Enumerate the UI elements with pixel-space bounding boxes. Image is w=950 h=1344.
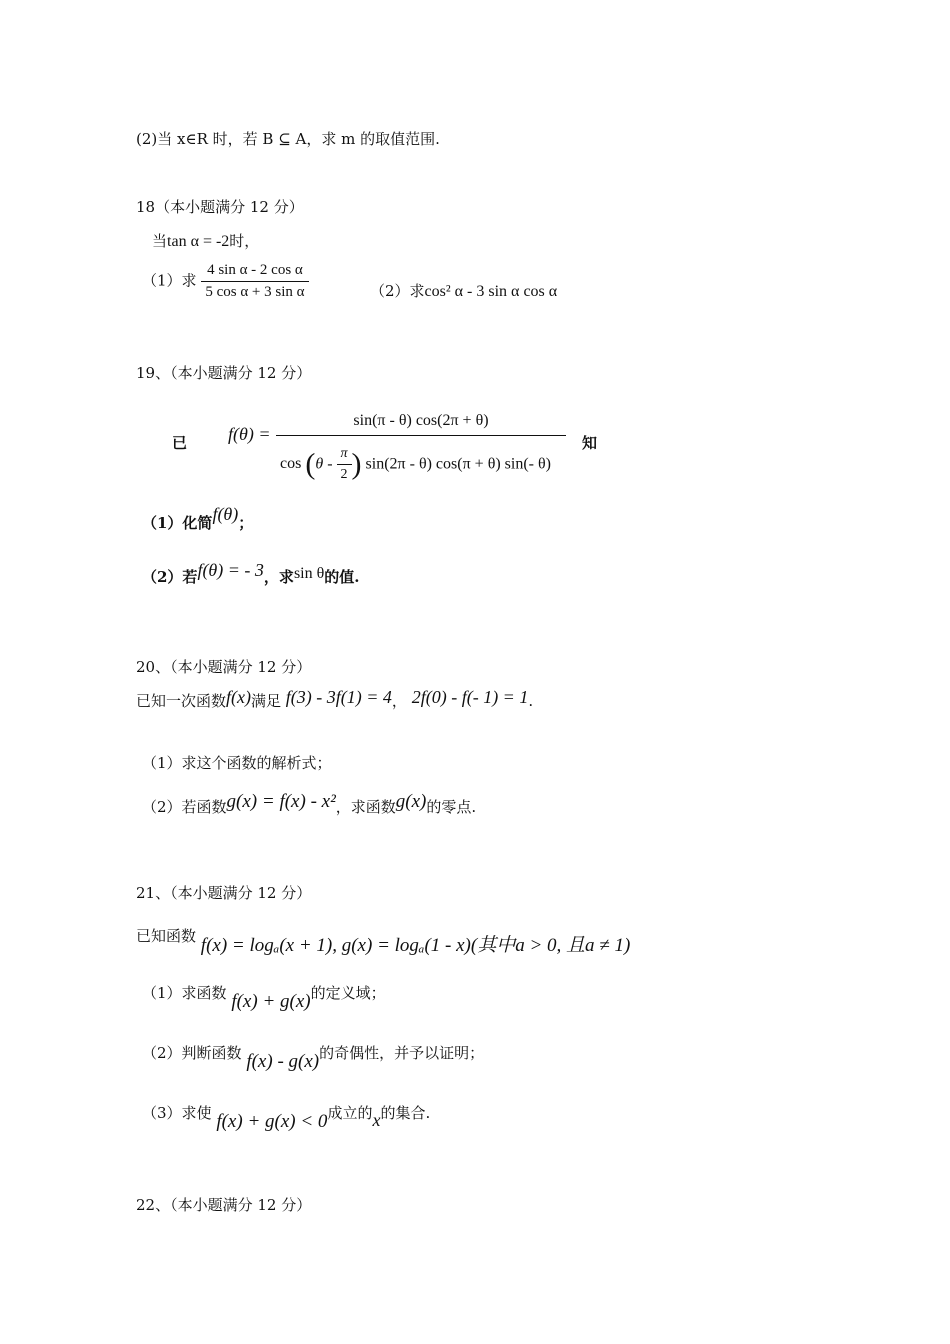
q19-den-cos: cos — [280, 455, 302, 473]
q20-stem — [136, 687, 534, 711]
q20-heading: 20、（本小题满分 12 分） — [136, 658, 312, 676]
q19-part2-prefix: （2）若 — [142, 568, 198, 586]
q19-part1-prefix: （1）化简 — [142, 514, 213, 532]
q21-part2-math: f(x) - g(x) — [246, 1051, 320, 1072]
q18-part1-prefix: （1）求 — [142, 271, 197, 290]
q20-stem-prefix: 已知一次函数 — [136, 692, 227, 710]
q18-condition-math: tan α = -2 — [167, 233, 230, 250]
q18-part1-denominator: 5 cos α + 3 sin α — [205, 284, 305, 300]
q19-den-inner: θ - — [315, 455, 333, 473]
q20-stem-mid: 满足 — [251, 692, 282, 710]
q20-stem-comma: ， — [391, 692, 407, 710]
q19-den-rest: sin(2π - θ) cos(π + θ) sin(- θ) — [365, 455, 551, 473]
q21-part3 — [142, 1102, 431, 1132]
q18-part1-numerator: 4 sin α - 2 cos α — [201, 262, 308, 282]
q21-part1-suffix: 的定义域； — [310, 984, 386, 1002]
q20-stem-end: . — [528, 692, 534, 710]
q21-part1-prefix: （1）求函数 — [142, 984, 227, 1002]
q18-part1 — [142, 262, 309, 301]
q19-den-rparen: ) — [351, 447, 362, 481]
q21-part2-prefix: （2）判断函数 — [142, 1044, 242, 1062]
q19-part1-suffix: ； — [238, 514, 254, 532]
q18-part1-fraction — [201, 262, 308, 301]
q18-part2-prefix: （2）求 — [370, 282, 425, 300]
q19-part1-math: f(θ) — [212, 504, 239, 524]
q18-part2 — [370, 280, 557, 301]
q21-part3-prefix: （3）求使 — [142, 1104, 212, 1122]
q21-part1 — [142, 982, 386, 1012]
q19-part2-suffix: 的值. — [324, 568, 360, 586]
q19-part2-mid: ，求 — [263, 568, 294, 586]
q19-part2-math2: sin θ — [293, 565, 325, 582]
q21-stem-math: f(x) = logₐ(x + 1), g(x) = logₐ(1 - x)(其中a > 0, 且a ≠ 1) — [200, 935, 631, 956]
q18-part2-math: cos² α - 3 sin α cos α — [424, 283, 558, 300]
q21-part3-suffix: 的集合. — [380, 1104, 431, 1122]
q21-part2-suffix: 的奇偶性，并予以证明； — [319, 1044, 485, 1062]
q19-part2 — [142, 560, 360, 587]
q19-den-two: 2 — [340, 467, 348, 482]
q20-part2 — [142, 791, 477, 818]
q19-lhs — [228, 424, 270, 445]
q19-lhs-text: f(θ) = — [228, 424, 271, 444]
q19-part2-math: f(θ) = - 3 — [197, 560, 264, 580]
q19-den-pi: π — [337, 446, 352, 465]
q21-part1-math: f(x) + g(x) — [231, 991, 311, 1012]
q22-heading: 22、（本小题满分 12 分） — [136, 1196, 312, 1214]
q19-part1 — [142, 504, 254, 533]
q20-part2-mid: ，求函数 — [335, 798, 396, 816]
q21-part3-math: f(x) + g(x) < 0 — [216, 1111, 328, 1132]
q19-numerator: sin(π - θ) cos(2π + θ) — [353, 412, 489, 429]
q19-den-lparen: ( — [305, 447, 316, 481]
q19-fraction-bar — [276, 435, 566, 436]
q21-part3-mid: 成立的 — [327, 1104, 373, 1122]
q20-stem-fx: f(x) — [226, 687, 251, 707]
q20-part1: （1）求这个函数的解析式； — [142, 754, 332, 772]
q21-part2 — [142, 1042, 485, 1072]
q18-heading: 18（本小题满分 12 分） — [136, 198, 304, 216]
q20-stem-eq1: f(3) - 3f(1) = 4 — [285, 687, 392, 707]
q17-part2: (2)当 x∈R 时，若 B ⊆ A，求 m 的取值范围. — [136, 130, 440, 148]
q19-den-pi-fraction — [337, 446, 352, 483]
q20-part2-suffix: 的零点. — [426, 798, 477, 816]
q20-stem-eq2: 2f(0) - f(- 1) = 1 — [411, 687, 529, 707]
q21-heading: 21、（本小题满分 12 分） — [136, 884, 312, 902]
q20-part2-math2: g(x) — [395, 791, 427, 812]
q18-condition-prefix: 当 — [152, 232, 168, 250]
q18-condition — [152, 230, 259, 251]
q19-zhi: 知 — [582, 434, 598, 452]
q19-denominator — [280, 446, 551, 483]
q19-yi: 已 — [172, 434, 188, 452]
q21-part3-x: x — [372, 1110, 381, 1130]
q18-condition-suffix: 时， — [229, 232, 260, 250]
q20-part2-prefix: （2）若函数 — [142, 798, 227, 816]
q20-part2-math: g(x) = f(x) - x² — [226, 791, 336, 812]
q19-heading: 19、（本小题满分 12 分） — [136, 364, 312, 382]
q21-stem — [136, 920, 631, 956]
q21-stem-prefix: 已知函数 — [136, 927, 197, 945]
